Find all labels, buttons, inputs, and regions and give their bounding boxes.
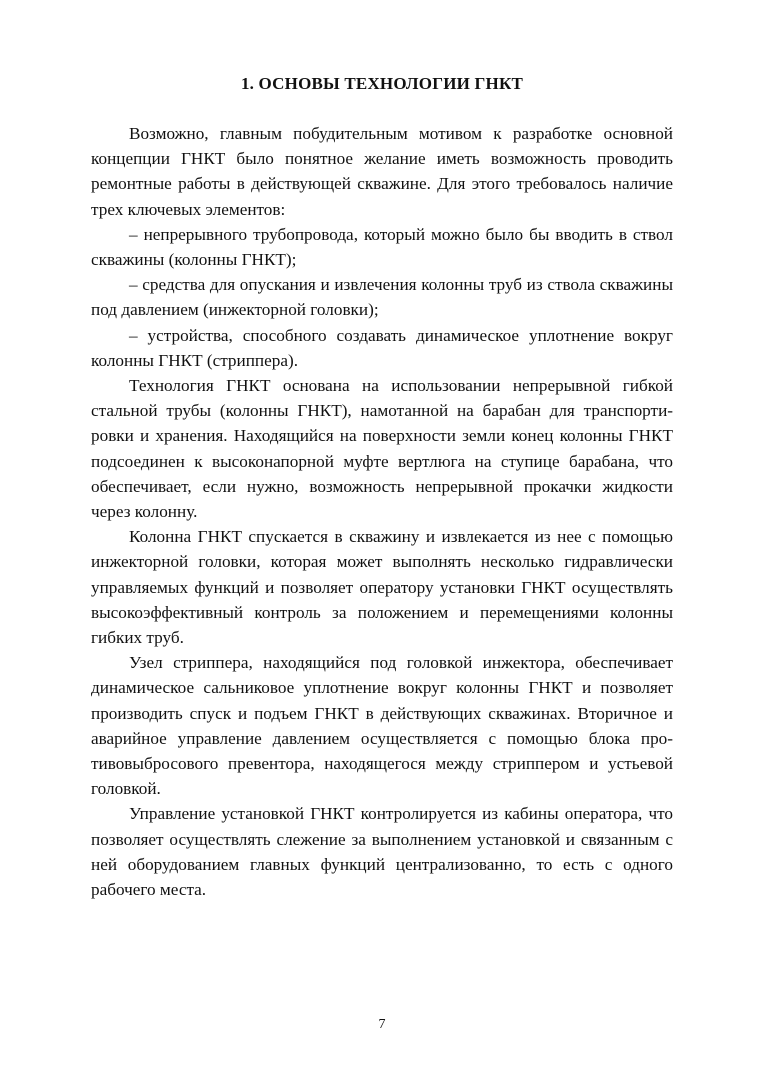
list-item-pipeline: – непрерывного трубопровода, который можно было бы вводить в ствол скважины (колонны ГНКТ); (91, 224, 673, 270)
paragraph-intro: Возможно, главным побудительным мотивом к разработке основной концепции ГНКТ было понятное желание иметь возможность проводить ремонтные работы в действующей скважине. Для этого требовалось наличие трех ключевых элементов: (91, 124, 673, 219)
paragraph-stripper-unit: Узел стриппера, находящийся под головкой инжектора, обеспечивает динамическое сальниковое уплотнение вокруг колонны ГНКТ и позволяет производить спуск и подъем ГНКТ в действующих скважинах. Вторичное и аварийное управление давлением осуществляется с помощью блока противовыбросового превентора, находящегося между стриппером и устьевой головкой. (91, 653, 673, 799)
page-number: 7 (378, 1017, 386, 1032)
list-item-injector: – средства для опускания и извлечения колонны труб из ствола скважины под давлением (инжекторной головки); (91, 275, 673, 320)
list-item-stripper: – устройства, способного создавать динамическое уплотнение вокруг колонны ГНКТ (стриппера). (91, 325, 673, 370)
paragraph-technology: Технология ГНКТ основана на использовании непрерывной гибкой стальной трубы (колонны ГНКТ), намотанной на барабан для транспортировки и хранения. Находящийся на поверхности земли конец колонны ГНКТ подсоединен к высоконапорной муфте вертлюга на ступице барабана, что обеспечивает, если нужно, возможность непрерывной прокачки жидкости через колонну. (91, 376, 673, 522)
paragraph-injector-head: Колонна ГНКТ спускается в скважину и извлекается из нее с помощью инжекторной головки, которая может выполнять несколько гидравлически управляемых функций и позволяет оператору установки ГНКТ осуществлять высокоэффективный контроль за положением и перемещениями колонны гибких труб. (91, 527, 673, 648)
body-text (91, 121, 673, 902)
section-title: 1. ОСНОВЫ ТЕХНОЛОГИИ ГНКТ (240, 74, 524, 93)
paragraph-control: Управление установкой ГНКТ контролируется из кабины оператора, что позволяет осуществлять слежение за выполнением установкой и связанным с ней оборудованием главных функций централизованно, то есть с одного рабочего места. (91, 804, 673, 900)
